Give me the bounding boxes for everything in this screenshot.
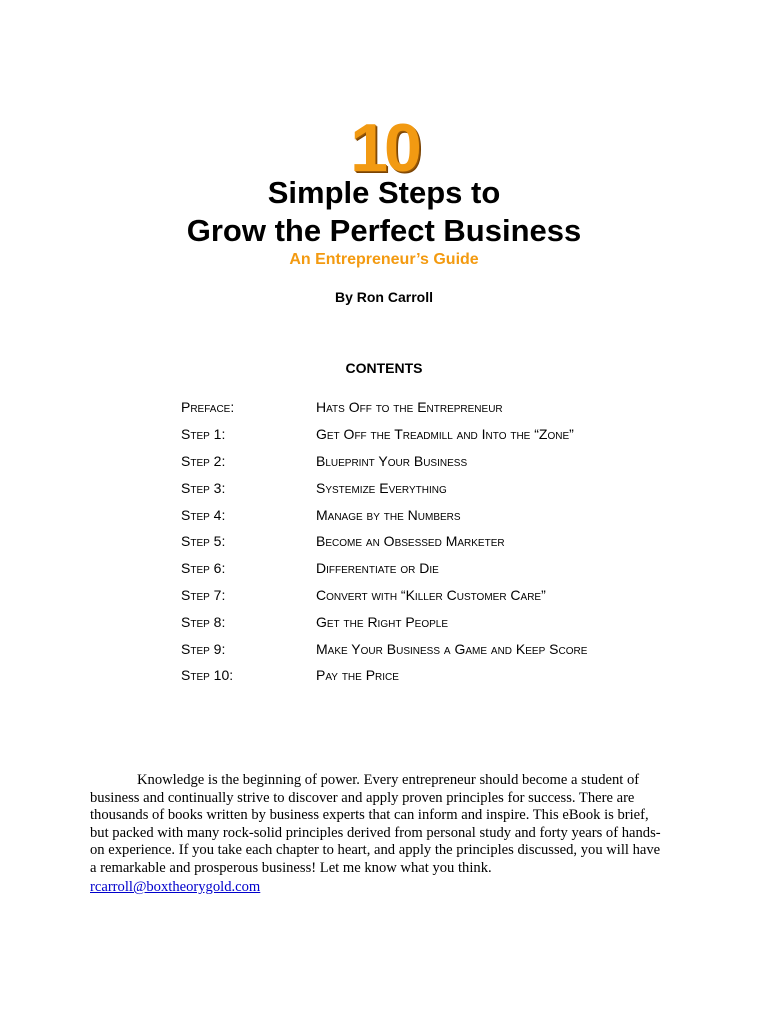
toc-label: Step 7: <box>181 586 226 603</box>
toc-title: Blueprint Your Business <box>316 452 468 469</box>
toc-row-step-9 <box>181 635 701 662</box>
toc-title: Get the Right People <box>316 613 449 630</box>
toc-label: Step 9: <box>181 640 226 657</box>
toc-row-step-10 <box>181 662 701 689</box>
table-of-contents <box>181 394 701 689</box>
toc-title: Convert with “Killer Customer Care” <box>316 586 546 603</box>
contents-heading: CONTENTS <box>345 360 423 376</box>
toc-title: Manage by the Numbers <box>316 506 461 523</box>
toc-title: Systemize Everything <box>316 479 447 496</box>
toc-title: Hats Off to the Entrepreneur <box>316 399 503 416</box>
toc-title: Make Your Business a Game and Keep Score <box>316 640 588 657</box>
toc-label: Step 10: <box>181 667 234 684</box>
subtitle: An Entrepreneur’s Guide <box>289 251 479 268</box>
toc-title: Pay the Price <box>316 667 399 684</box>
title-line-1: Simple Steps to <box>267 175 501 210</box>
intro-paragraph: Knowledge is the beginning of power. Every entrepreneur should become a student of business and continually strive to discover and apply proven principles for success. There are thousands of books written by business experts that can inform and inspire. This eBook is brief, but packed with many rock-solid principles derived from personal study and forty years of hands-on experience. If you take each chapter to heart, and apply the principles discussed, you will have a remarkable and prosperous business! Let me know what you think. <box>90 772 661 876</box>
toc-row-step-4 <box>181 501 701 528</box>
toc-row-step-7 <box>181 582 701 609</box>
toc-title: Differentiate or Die <box>316 560 439 577</box>
toc-title: Get Off the Treadmill and Into the “Zone” <box>316 426 574 443</box>
toc-label: Step 8: <box>181 613 226 630</box>
toc-row-preface <box>181 394 701 421</box>
toc-row-step-1 <box>181 421 701 448</box>
toc-label: Preface: <box>181 399 235 416</box>
toc-label: Step 5: <box>181 533 226 550</box>
toc-label: Step 3: <box>181 479 226 496</box>
toc-row-step-6 <box>181 555 701 582</box>
toc-row-step-5 <box>181 528 701 555</box>
toc-label: Step 6: <box>181 560 226 577</box>
title-number: 10 <box>350 110 418 186</box>
email-link[interactable]: rcarroll@boxtheorygold.com <box>90 879 261 895</box>
toc-row-step-2 <box>181 448 701 475</box>
author-byline: By Ron Carroll <box>334 289 433 305</box>
toc-label: Step 4: <box>181 506 226 523</box>
toc-label: Step 1: <box>181 426 226 443</box>
toc-row-step-3 <box>181 474 701 501</box>
toc-row-step-8 <box>181 608 701 635</box>
toc-title: Become an Obsessed Marketer <box>316 533 505 550</box>
toc-label: Step 2: <box>181 452 226 469</box>
title-line-2: Grow the Perfect Business <box>186 213 582 248</box>
